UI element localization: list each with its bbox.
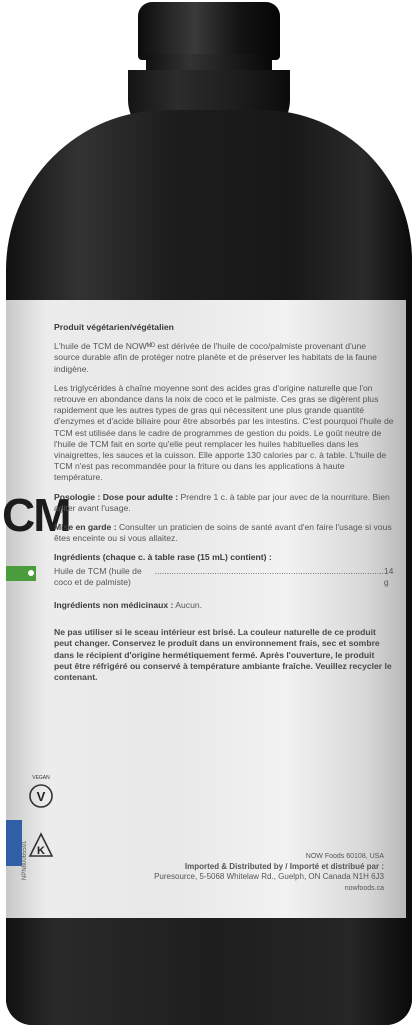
storage-warning: Ne pas utiliser si le sceau intérieur est brisé. La couleur naturelle de ce produit peut changer. Conservez le produit dans un environnement frais, sec et sombre dans le récipient d'origine hermétiquement fermé. Après l'ouverture, le produit peut être réfrigéré ou conservé à température ambiante fraîche. Veuillez recycler le contenant. — [54, 627, 392, 683]
caution-paragraph — [54, 522, 394, 544]
kosher-symbol: K — [37, 845, 45, 857]
ingredient-row — [54, 566, 394, 588]
non-medicinal-paragraph — [54, 600, 394, 611]
ingredient-amount: 14 g — [383, 565, 394, 587]
kosher-certification-icon — [28, 828, 54, 872]
blue-certification-badge — [6, 820, 22, 866]
npn-number: NPN80065591 — [22, 840, 28, 880]
company-location: NOW Foods 60108, USA — [305, 853, 384, 860]
caution-text: Consulter un praticien de soins de santé avant d'en faire l'usage si vous êtes enceinte ou si vous allaitez. — [54, 522, 392, 544]
ingredient-leader: ................................................................................................ — [154, 565, 384, 576]
vegan-certification-icon — [28, 770, 54, 814]
ingredients-heading: Ingrédients (chaque c. à table rase (15 mL) contient) : — [54, 552, 272, 563]
label-text-panel — [54, 322, 394, 691]
importer-line: Imported & Distributed by / Importé et distribué par : — [184, 862, 384, 871]
ingredient-name: Huile de TCM (huile de coco et de palmiste) — [54, 565, 142, 587]
intro-paragraph: L'huile de TCM de NOWᴹᴰ est dérivée de l'huile de coco/palmiste provenant d'une source durable afin de protéger notre planète et de préserver les habitats de la faune indigène. — [54, 341, 377, 374]
dosage-label: Posologie : Dose pour adulte : — [54, 491, 179, 502]
non-medicinal-text: Aucun. — [173, 600, 203, 611]
bottle-cap — [138, 2, 280, 60]
label-heading: Produit végétarien/végétalien — [54, 322, 174, 332]
dosage-paragraph — [54, 492, 394, 514]
label-footer — [150, 853, 384, 892]
bottle-base — [6, 918, 412, 1025]
vegan-symbol: V — [36, 789, 46, 804]
dosage-text: Prendre 1 c. à table par jour avec de la nourriture. Bien agiter avant l'usage. — [54, 491, 390, 513]
website: nowfoods.ca — [344, 885, 384, 892]
caution-label: Mise en garde : — [54, 522, 117, 533]
non-medicinal-label: Ingrédients non médicinaux : — [54, 600, 174, 611]
vegan-text: VEGAN — [32, 775, 50, 781]
description-paragraph: Les triglycérides à chaîne moyenne sont des acides gras d'origine naturelle que l'on retrouve en abondance dans la noix de coco et le palmiste. Ces gras se digèrent plus rapidement que les autres types de gras qui nécessitent une plus grande quantité d'enzymes et d'acide biliaire pour être absorbés par les intestins. C'est pourquoi l'huile de TCM est utilisée dans le cadre de programmes de gestion du poids. Le goût neutre de l'huile de TCM fait en sorte qu'elle peut remplacer les huiles habituelles dans les vinaigrettes, les sauces et la cuisson. Elle apporte 130 calories par c. à table. L'huile de TCM n'est pas recommandée pour la friture ou dans les applications à haute température. — [54, 382, 394, 483]
importer-address: Puresource, 5-5068 Whitelaw Rd., Guelph, ON Canada N1H 6J3 — [154, 872, 384, 881]
front-label-letters: CM — [2, 489, 70, 541]
band-dot-icon — [28, 570, 34, 576]
front-label-green-band — [6, 566, 36, 581]
